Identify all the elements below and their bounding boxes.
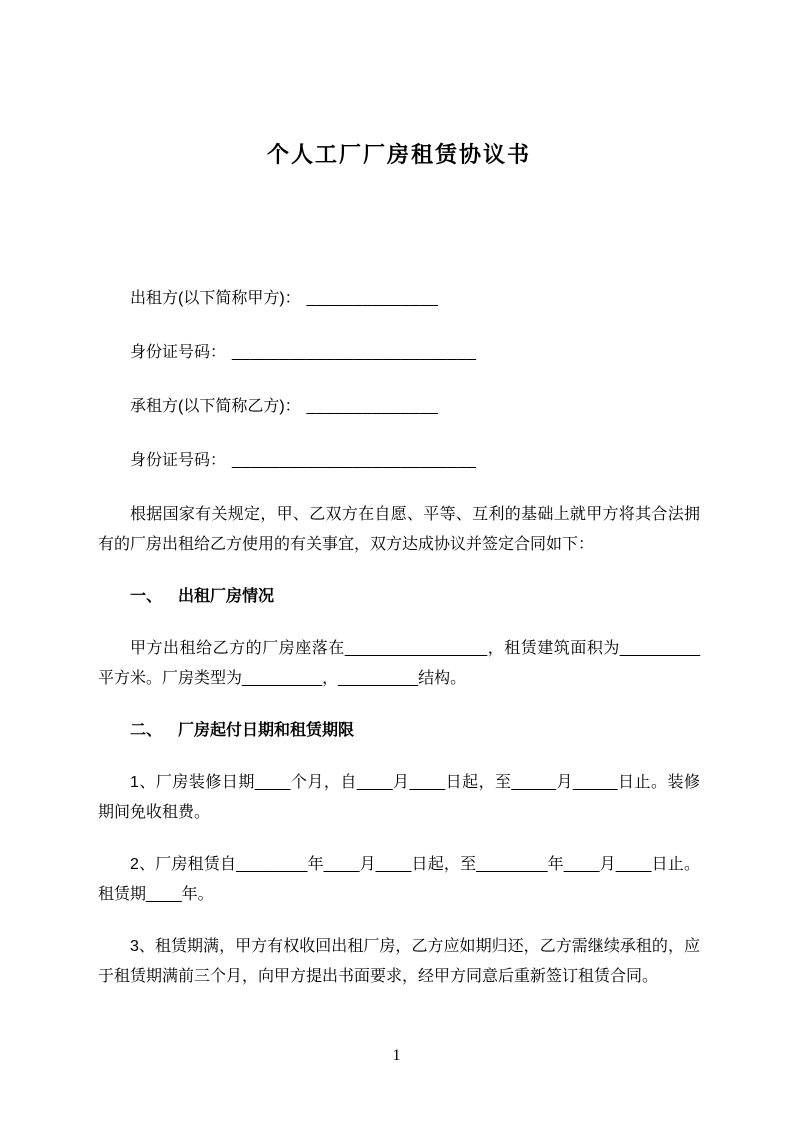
section-one-title: 出租厂房情况	[178, 588, 275, 605]
lessee-label: 承租方(以下简称乙方)：	[130, 398, 301, 415]
lessor-id-label: 身份证号码：	[130, 344, 227, 361]
section-two-paragraph-1: 1、厂房装修日期____个月，自____月____日起，至_____月_____日止。装修期间免收租费。	[98, 774, 700, 821]
lessor-id-blank: __________________________	[232, 344, 477, 361]
lessor-label: 出租方(以下简称甲方)：	[130, 290, 301, 307]
section-one-number: 一、	[130, 588, 163, 605]
lessee-line	[98, 392, 700, 422]
lessee-name-blank: ______________	[306, 398, 439, 415]
section-two-number: 二、	[130, 722, 163, 739]
section-two-title: 厂房起付日期和租赁期限	[178, 722, 355, 739]
page-number: 1	[392, 1047, 401, 1064]
section-two-paragraph-2: 2、厂房租赁自________年____月____日起，至________年____月____日止。租赁期____年。	[98, 856, 700, 903]
lessee-id-blank: __________________________	[232, 452, 477, 469]
lessee-id-label: 身份证号码：	[130, 452, 227, 469]
document-title: 个人工厂厂房租赁协议书	[266, 142, 531, 167]
lessor-line	[98, 284, 700, 314]
section-two-heading	[98, 716, 700, 746]
lessor-id-line	[98, 338, 700, 368]
section-one-paragraph-1: 甲方出租给乙方的厂房座落在________________，租赁建筑面积为_________平方米。厂房类型为_________，_________结构。	[98, 640, 700, 687]
lessor-name-blank: ______________	[306, 290, 439, 307]
preamble-paragraph: 根据国家有关规定，甲、乙双方在自愿、平等、互利的基础上就甲方将其合法拥有的厂房出租给乙方使用的有关事宜，双方达成协议并签定合同如下：	[98, 506, 700, 553]
lessee-id-line	[98, 446, 700, 476]
section-two-paragraph-3: 3、租赁期满，甲方有权收回出租厂房，乙方应如期归还，乙方需继续承租的，应于租赁期满前三个月，向甲方提出书面要求，经甲方同意后重新签订租赁合同。	[98, 938, 700, 985]
section-one-heading	[98, 582, 700, 612]
